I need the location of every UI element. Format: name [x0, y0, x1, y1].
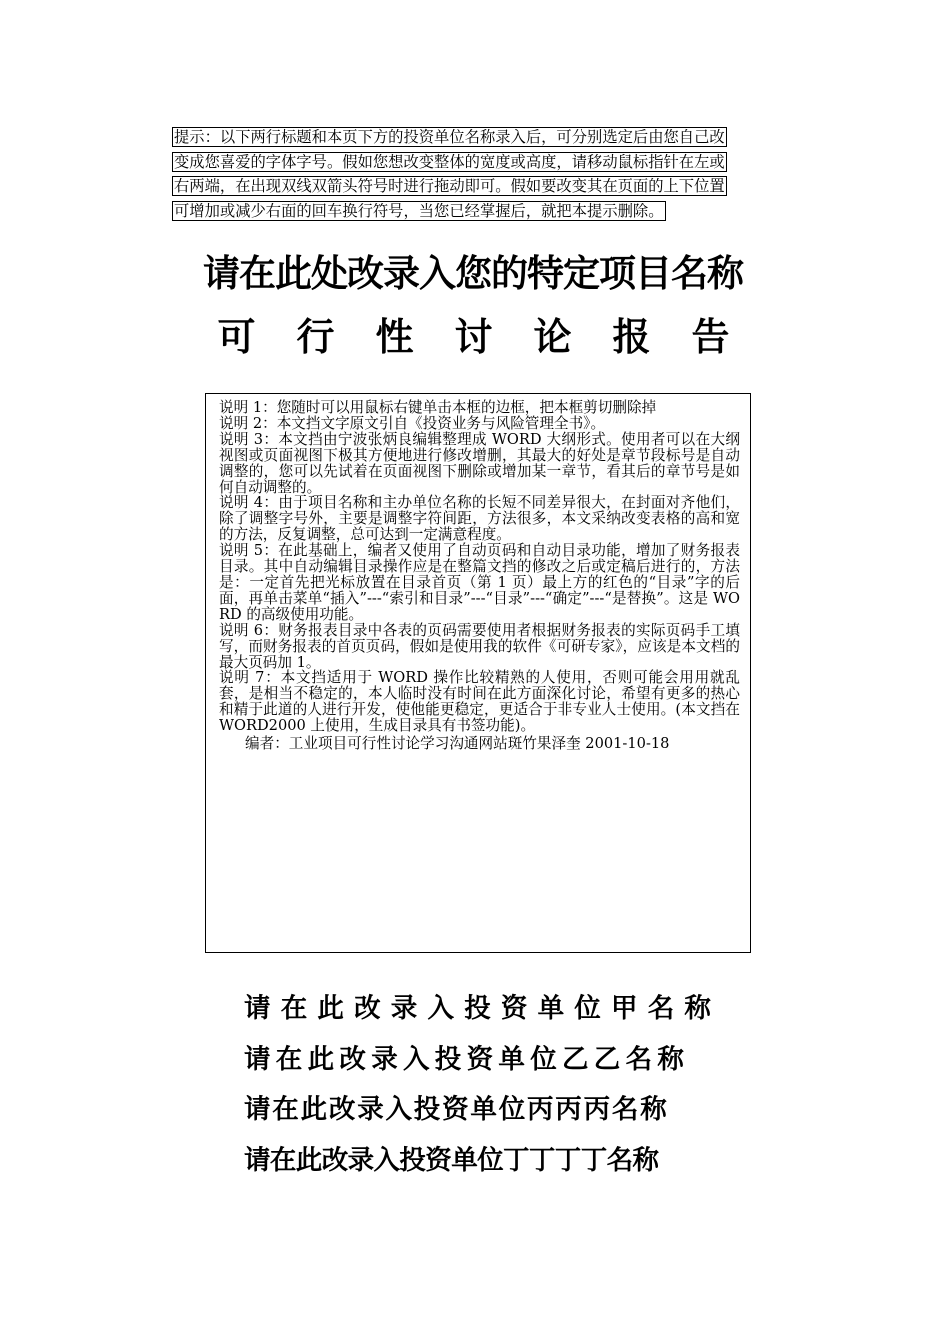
hint-text: 可增加或减少右面的回车换行符号，当您已经掌握后，就把本提示删除。 — [174, 201, 664, 220]
note-1: 说明 1：您随时可以用鼠标右键单击本框的边框，把本框剪切删除掉 — [219, 399, 657, 416]
investor-a-name: 请在此改录入投资单位甲名称 — [244, 993, 722, 1024]
hint-line — [172, 151, 778, 176]
project-title: 请在此处改录入您的特定项目名称 — [203, 251, 743, 295]
note-5: 说明 5：在此基础上，编者又使用了自动页码和自动目录功能，增加了财务报表目录。其中自动编辑目录操作应是在整篇文挡的修改之后或定稿后进行的，方法是：一定首先把光标放置在目录首页（第 1 页）最上方的红色的“目录”字的后面，再单击菜单“插入”---“索引和目录”---“目录”---“确定”---“是替换”。这是 WORD 的高级使用功能。 — [219, 542, 740, 623]
hint-line — [172, 126, 778, 151]
notes-box[interactable] — [205, 393, 751, 953]
note-author: 编者：工业项目可行性讨论学习沟通网站斑竹果泽奎 2001-10-18 — [245, 735, 670, 753]
investor-list — [244, 984, 722, 1186]
note-6: 说明 6：财务报表目录中各表的页码需要使用者根据财务报表的实际页码手工填写，而财务报表的首页页码，假如是使用我的软件《可研专家》，应该是本文档的最大页码加 1。 — [219, 621, 740, 671]
note-4: 说明 4：由于项目名称和主办单位名称的长短不同差异很大，在封面对齐他们，除了调整字号外，主要是调整字符间距，方法很多，本文采纳改变表格的高和宽的方法，反复调整，总可达到一定满意程度。 — [219, 494, 740, 544]
investor-c-name: 请在此改录入投资单位丙丙丙名称 — [244, 1094, 669, 1126]
hint-text: 变成您喜爱的字体字号。假如您想改变整体的宽度或高度，请移动鼠标指针在左或 — [174, 152, 725, 171]
note-3: 说明 3：本文挡由宁波张炳良编辑整理成 WORD 大纲形式。使用者可以在大纲视图或页面视图下极其方便地进行修改增删，其最大的好处是章节段标号是自动调整的，您可以先试着在页面视图下删除或增加某一章节，看其后的章节号是如何自动调整的。 — [219, 430, 740, 496]
note-2: 说明 2：本文挡文字原文引自《投资业务与风险管理全书》。 — [219, 414, 606, 432]
hint-block — [172, 126, 778, 224]
investor-b-name: 请在此改录入投资单位乙乙名称 — [244, 1043, 690, 1075]
hint-text: 右两端，在出现双线双箭头符号时进行拖动即可。假如要改变其在页面的上下位置 — [174, 177, 725, 195]
hint-text: 提示：以下两行标题和本页下方的投资单位名称录入后，可分别选定后由您自己改 — [174, 128, 725, 146]
investor-d-name: 请在此改录入投资单位丁丁丁丁名称 — [244, 1144, 659, 1176]
report-title: 可行性讨论报告 — [217, 314, 771, 359]
note-7: 说明 7：本文挡适用于 WORD 操作比较精熟的人使用，否则可能会用用就乱套，是相当不稳定的，本人临时没有时间在此方面深化讨论，希望有更多的热心和精于此道的人进行开发，使他能更稳定，更适合于非专业人士使用。(本文挡在 WORD2000 上使用，生成目录具有书签功能)。 — [219, 669, 740, 735]
hint-line — [172, 200, 778, 225]
hint-line — [172, 175, 778, 200]
